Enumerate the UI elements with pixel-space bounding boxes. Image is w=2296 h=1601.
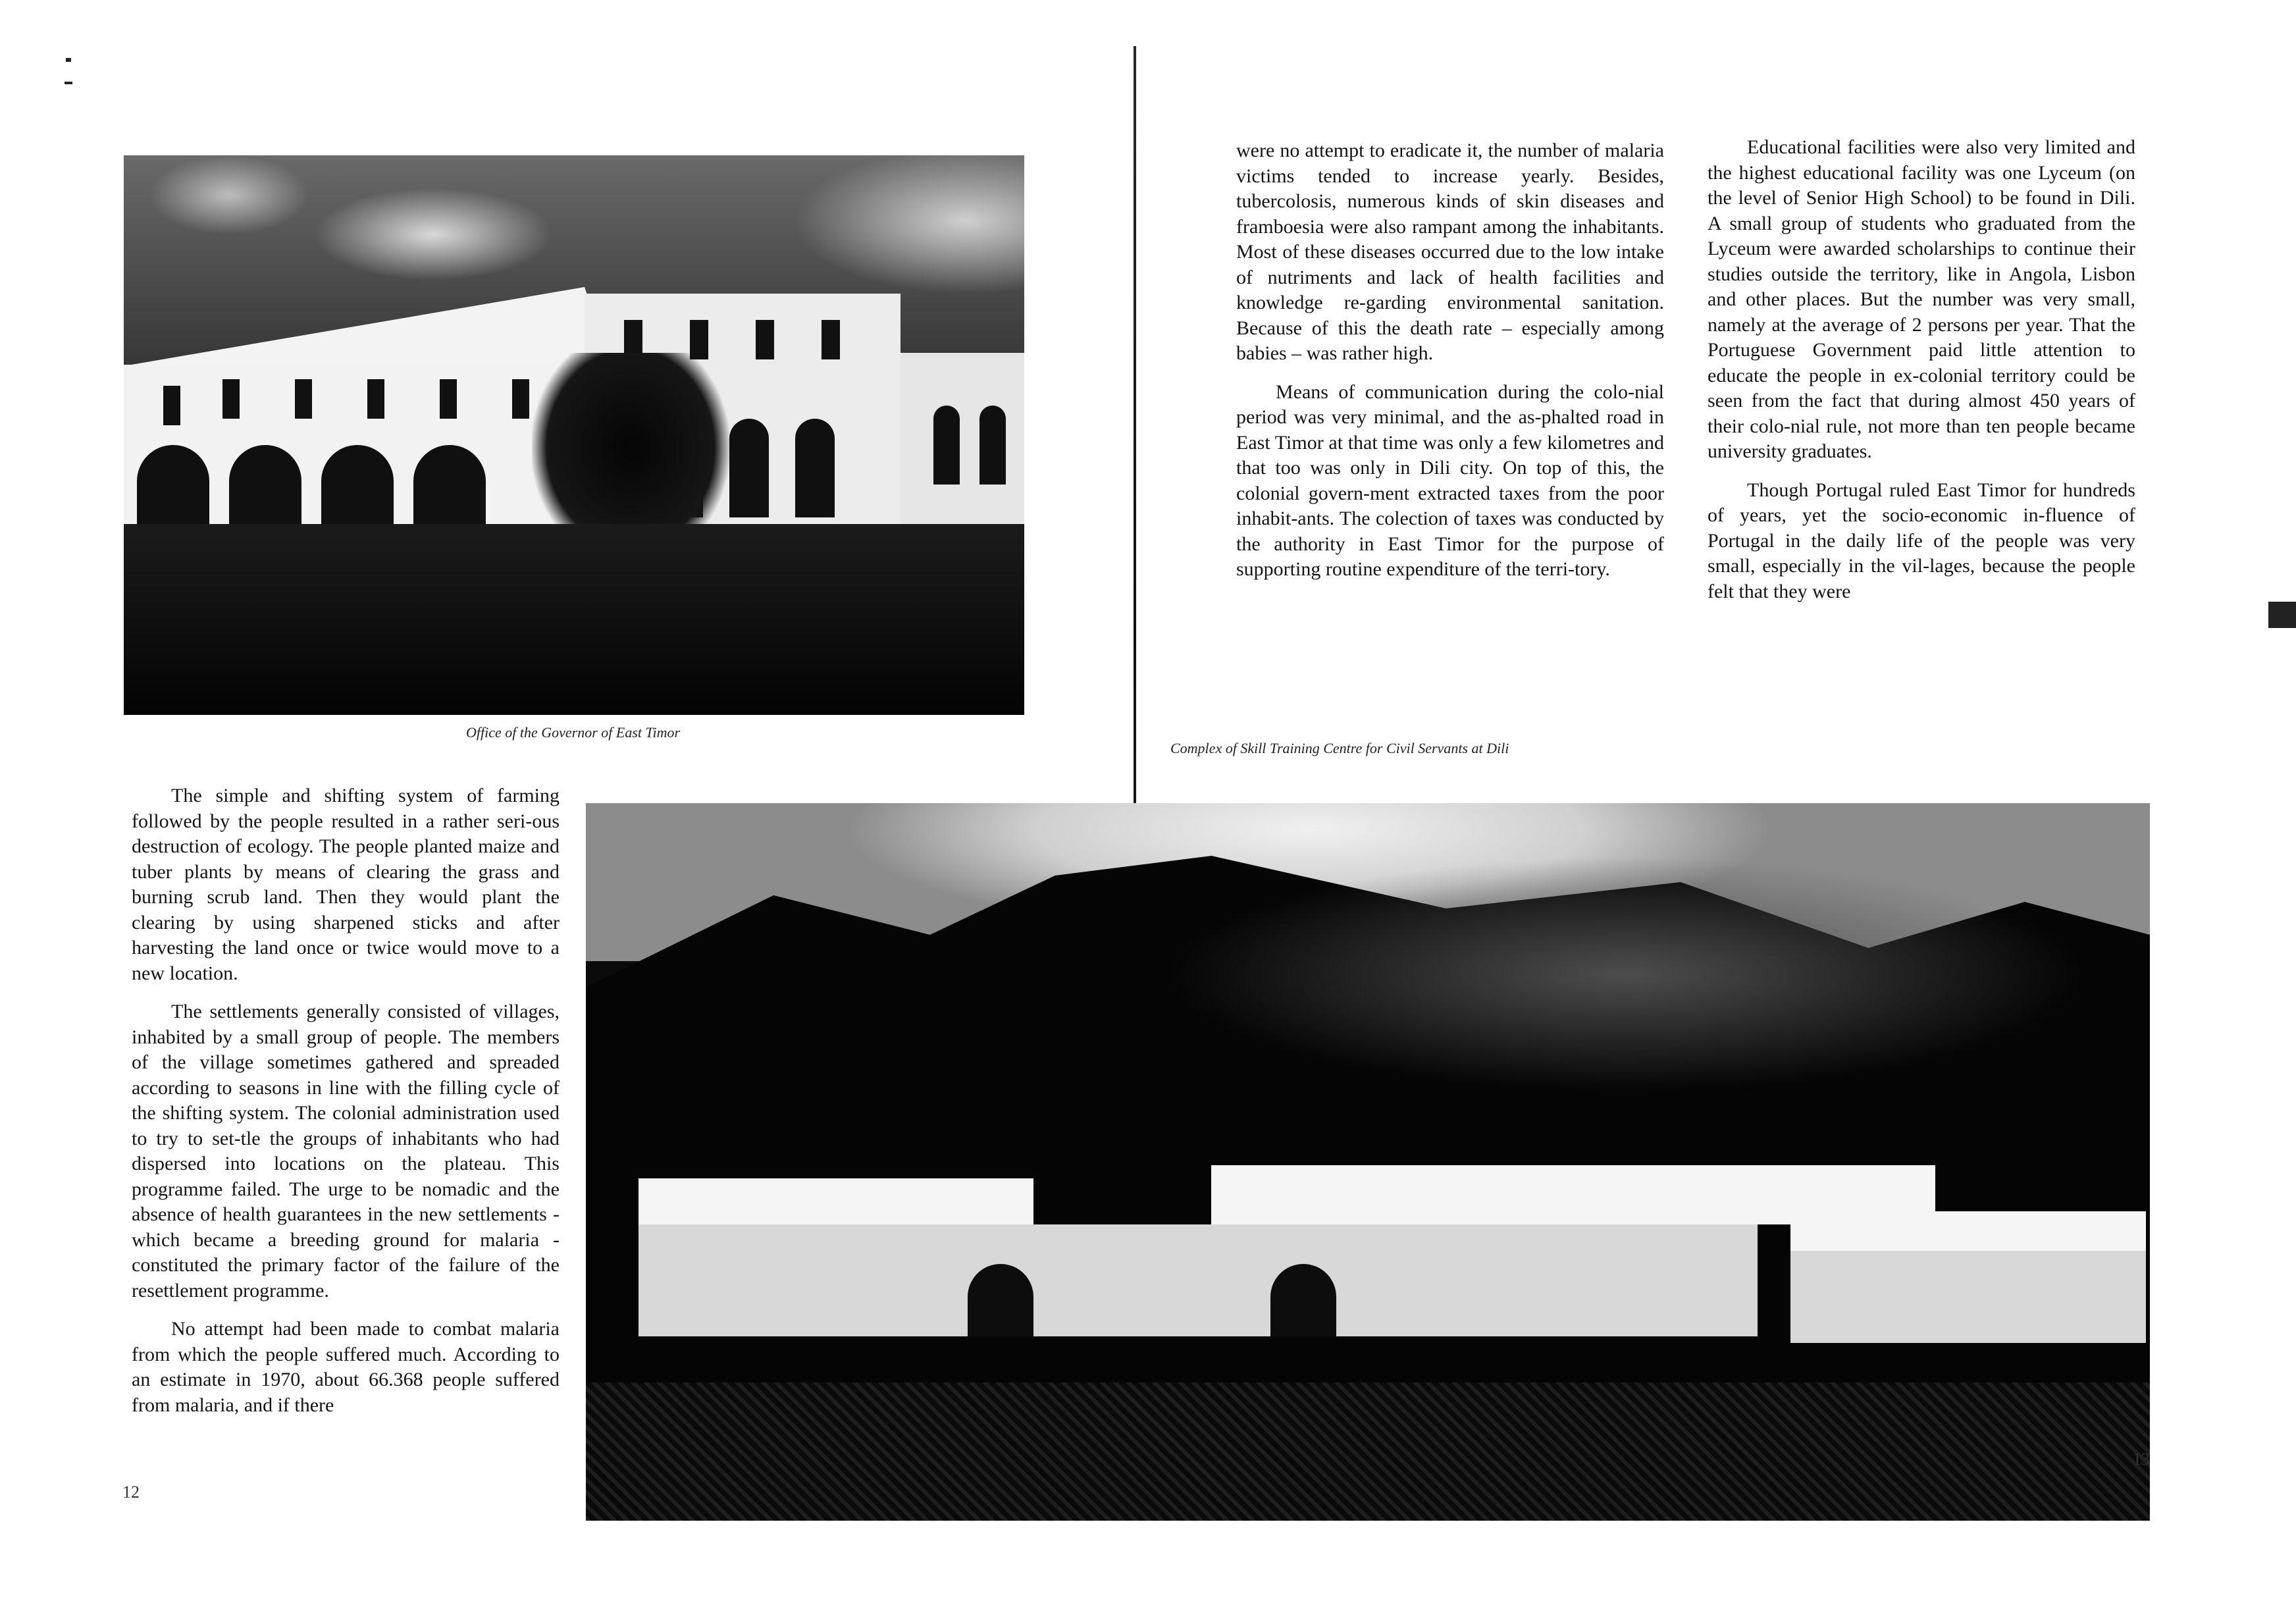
photo-caption: Office of the Governor of East Timor (466, 724, 681, 741)
foliage (586, 1382, 2150, 1521)
window (163, 386, 180, 425)
left-text-column (132, 783, 560, 1418)
hill-highlight (1165, 856, 2087, 1093)
paragraph: Means of communication during the colo-nial period was very minimal, and the as-phalted road in East Timor at that time was only a few kilometres and that too was only in Dili city. On top of this, the colonial govern-ment extracted taxes from the poor inhabit-ants. The colection of taxes was conducted by the authority in East Timor for the purpose of supporting routine expenditure of the terri-tory. (1236, 381, 1664, 580)
paragraph: were no attempt to eradicate it, the number of malaria victims tended to increase yearly. Besides, tubercolosis, numerous kinds of skin diseases and framboesia were also rampant among the inhabitants. Most of these diseases occurred due to the low intake of nutriments and lack of health facilities and knowledge re-garding environmental sanitation. Because of this the death rate – especially among babies – was rather high. (1236, 140, 1664, 364)
scan-mark (2268, 602, 2296, 628)
paragraph: Educational facilities were also very limited and the highest educational facility was one Lyceum (on the level of Senior High School) to be found in Dili. A small group of students who graduated from the Lyceum were awarded scholarships to continue their studies outside the territory, like in Angola, Lisbon and other places. But the number was very small, namely at the average of 2 persons per year. That the Portuguese Government paid little attention to educate the people in ex-colonial territory could be seen from the fact that during almost 450 years of their colo-nial rule, not more than ten people became university graduates. (1708, 136, 2135, 462)
building-roof (639, 1178, 1033, 1224)
arch (933, 406, 960, 485)
building-wall (1790, 1251, 2146, 1343)
skill-training-centre-photo (586, 803, 2150, 1521)
paragraph: The simple and shifting system of farming followed by the people resulted in a rather seri-ous destruction of ecology. The people planted maize and tuber plants by means of clearing the grass and burning scrub land. Then they would plant the clearing by using sharpened sticks and after harvesting the land once or twice would move to a new location. (132, 785, 560, 984)
photo-caption: Complex of Skill Training Centre for Civil Servants at Dili (1170, 740, 1509, 756)
paragraph: No attempt had been made to combat malaria from which the people suffered much. According to an estimate in 1970, about 66.368 people suffered from malaria, and if there (132, 1318, 560, 1416)
right-text-column-1 (1236, 138, 1664, 583)
window (367, 379, 384, 419)
governor-office-photo (124, 155, 1024, 715)
arch (729, 419, 769, 517)
paragraph: Though Portugal ruled East Timor for hundreds of years, yet the socio-economic in-fluence of Portugal in the daily life of the people was very small, especially in the vil-lages, because the people felt that they were (1708, 479, 2135, 602)
arch (979, 406, 1006, 485)
paragraph: The settlements generally consisted of villages, inhabited by a small group of people. The members of the village sometimes gathered and spreaded according to seasons in line with the filling cycle of the shifting system. The colonial administration used to try to set-tle the groups of inhabitants who had dispersed into locations on the plateau. This programme failed. The urge to be nomadic and the absence of health guarantees in the new settlements - which became a breeding ground for malaria - constituted the primary factor of the failure of the resettlement programme. (132, 1001, 560, 1301)
window (295, 379, 312, 419)
window (512, 379, 529, 419)
building-wall (639, 1224, 1758, 1336)
building-roof (1790, 1211, 2146, 1251)
window (822, 320, 840, 359)
window (756, 320, 774, 359)
right-text-column-2 (1708, 135, 2135, 604)
page-number: 13 (2133, 1450, 2150, 1469)
scan-mark (66, 58, 71, 62)
page-number: 12 (122, 1483, 140, 1502)
ground (124, 524, 1024, 715)
window (222, 379, 240, 419)
window (440, 379, 457, 419)
scan-mark (65, 82, 72, 84)
arch (795, 419, 835, 517)
arch (968, 1264, 1033, 1336)
arch (1270, 1264, 1336, 1336)
